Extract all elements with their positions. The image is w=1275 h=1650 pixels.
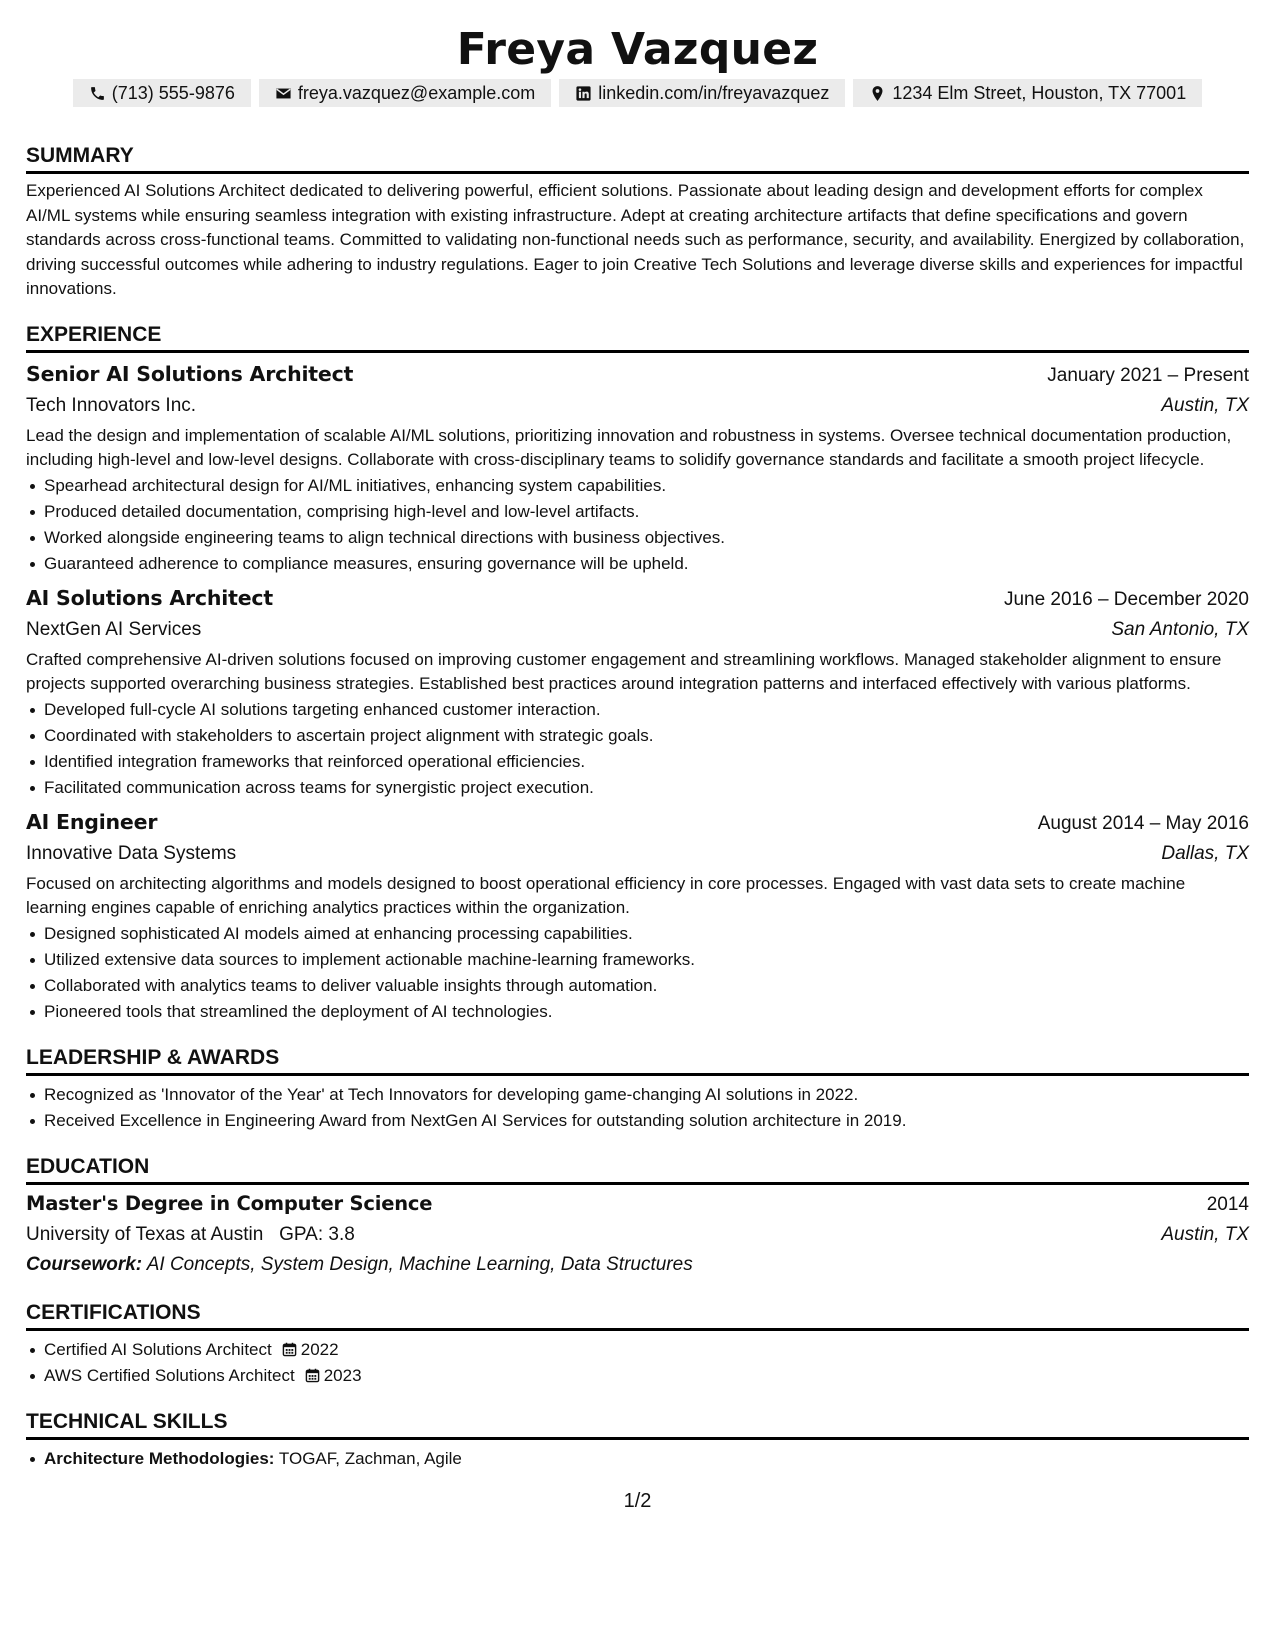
job-dates: January 2021 – Present [1047,364,1249,386]
job-title: AI Solutions Architect [26,585,273,610]
school-line [26,1220,355,1250]
list-item [44,1446,1249,1472]
certifications-section [26,1300,1249,1389]
contact-bar [26,79,1249,107]
list-item: Designed sophisticated AI models aimed at enhancing processing capabilities. [44,921,1249,947]
job-title: Senior AI Solutions Architect [26,361,354,386]
job-bullets [26,697,1249,801]
list-item: Produced detailed documentation, comprising high-level and low-level artifacts. [44,499,1249,525]
linkedin-text: linkedin.com/in/freyavazquez [598,83,830,103]
contact-phone[interactable] [73,79,251,107]
job-company: Tech Innovators Inc. [26,394,197,416]
map-marker-icon [869,85,886,102]
contact-email[interactable] [259,79,551,107]
leadership-heading: LEADERSHIP & AWARDS [26,1045,1249,1076]
job-entry [26,807,1249,1025]
list-item: Pioneered tools that streamlined the deployment of AI technologies. [44,999,1249,1025]
address-text: 1234 Elm Street, Houston, TX 77001 [892,83,1187,103]
list-item: Facilitated communication across teams for synergistic project execution. [44,775,1249,801]
job-location: San Antonio, TX [1111,618,1249,640]
calendar-icon [305,1368,320,1383]
phone-text: (713) 555-9876 [111,83,235,103]
job-location: Dallas, TX [1161,842,1249,864]
list-item: Developed full-cycle AI solutions targeting enhanced customer interaction. [44,697,1249,723]
education-heading: EDUCATION [26,1154,1249,1185]
list-item [44,1337,1249,1363]
candidate-name: Freya Vazquez [456,24,819,75]
skills-list [26,1446,1249,1472]
skill-value: TOGAF, Zachman, Agile [278,1448,462,1468]
list-item: Utilized extensive data sources to implement actionable machine-learning frameworks. [44,947,1249,973]
job-company: Innovative Data Systems [26,842,237,864]
job-company: NextGen AI Services [26,618,202,640]
job-description: Crafted comprehensive AI-driven solutions focused on improving customer engagement and streamlining workflows. Managed stakeholder alignment to ensure projects supported overarching business strategies. Established best practices around integration patterns and interfaced effectively with various platforms. [26,649,1222,693]
job-bullets [26,473,1249,577]
job-location: Austin, TX [1161,394,1249,416]
certifications-list [26,1337,1249,1389]
skills-heading: TECHNICAL SKILLS [26,1409,1249,1440]
summary-text: Experienced AI Solutions Architect dedicated to delivering powerful, efficient solutions. Passionate about leading design and development efforts for complex AI/ML systems while ensuring seamless integration with existing infrastructure. Adept at creating architecture artifacts that define specifications and govern standards across cross-functional teams. Committed to validating non-functional needs such as performance, security, and availability. Energized by collaboration, driving successful outcomes while adhering to industry regulations. Eager to join Creative Tech Solutions and leverage diverse skills and experiences for impactful innovations. [26,181,1245,298]
contact-address[interactable] [853,79,1202,107]
cert-year: 2022 [300,1339,339,1359]
job-dates: June 2016 – December 2020 [1003,588,1249,610]
cert-name: Certified AI Solutions Architect [44,1339,272,1359]
list-item: Worked alongside engineering teams to align technical directions with business objectives. [44,525,1249,551]
coursework-list: AI Concepts, System Design, Machine Learning, Data Structures [146,1253,693,1275]
skills-section [26,1409,1249,1472]
list-item: Spearhead architectural design for AI/ML initiatives, enhancing system capabilities. [44,473,1249,499]
linkedin-icon [575,85,592,102]
skill-label: Architecture Methodologies: [44,1448,275,1468]
degree-year: 2014 [1206,1193,1249,1215]
experience-section [26,322,1249,1025]
calendar-icon [282,1342,297,1357]
school-location: Austin, TX [1161,1223,1249,1245]
summary-section [26,143,1249,302]
leadership-section [26,1045,1249,1134]
cert-year: 2023 [323,1365,362,1385]
contact-linkedin[interactable] [559,79,845,107]
list-item: Collaborated with analytics teams to deliver valuable insights through automation. [44,973,1249,999]
summary-heading: SUMMARY [26,143,1249,174]
list-item [44,1363,1249,1389]
school-name: University of Texas at Austin [26,1223,264,1245]
awards-list [26,1082,1249,1134]
degree-title: Master's Degree in Computer Science [26,1191,433,1215]
list-item: Coordinated with stakeholders to ascertain project alignment with strategic goals. [44,723,1249,749]
job-description: Lead the design and implementation of scalable AI/ML solutions, prioritizing innovation and robustness in systems. Oversee technical documentation production, including high-level and low-level designs. Collaborate with cross-disciplinary teams to solidify governance standards and facilitate a smooth project lifecycle. [26,425,1232,469]
coursework [26,1250,1249,1280]
list-item: Recognized as 'Innovator of the Year' at Tech Innovators for developing game-changing AI solutions in 2022. [44,1082,1249,1108]
phone-icon [89,85,106,102]
job-dates: August 2014 – May 2016 [1037,812,1249,834]
certifications-heading: CERTIFICATIONS [26,1300,1249,1331]
page-number: 1/2 [623,1490,652,1512]
list-item: Identified integration frameworks that reinforced operational efficiencies. [44,749,1249,775]
job-entry [26,359,1249,577]
job-title: AI Engineer [26,809,158,834]
email-text: freya.vazquez@example.com [297,83,536,103]
job-description: Focused on architecting algorithms and models designed to boost operational efficiency in core processes. Engaged with vast data sets to create machine learning engines capable of enriching analytics practices within the organization. [26,873,1186,917]
envelope-icon [275,85,292,102]
gpa: GPA: 3.8 [279,1223,355,1245]
coursework-label: Coursework: [26,1253,143,1275]
education-section [26,1154,1249,1280]
list-item: Guaranteed adherence to compliance measures, ensuring governance will be upheld. [44,551,1249,577]
list-item: Received Excellence in Engineering Award from NextGen AI Services for outstanding solution architecture in 2019. [44,1108,1249,1134]
job-bullets [26,921,1249,1025]
cert-name: AWS Certified Solutions Architect [44,1365,295,1385]
experience-heading: EXPERIENCE [26,322,1249,353]
job-entry [26,583,1249,801]
